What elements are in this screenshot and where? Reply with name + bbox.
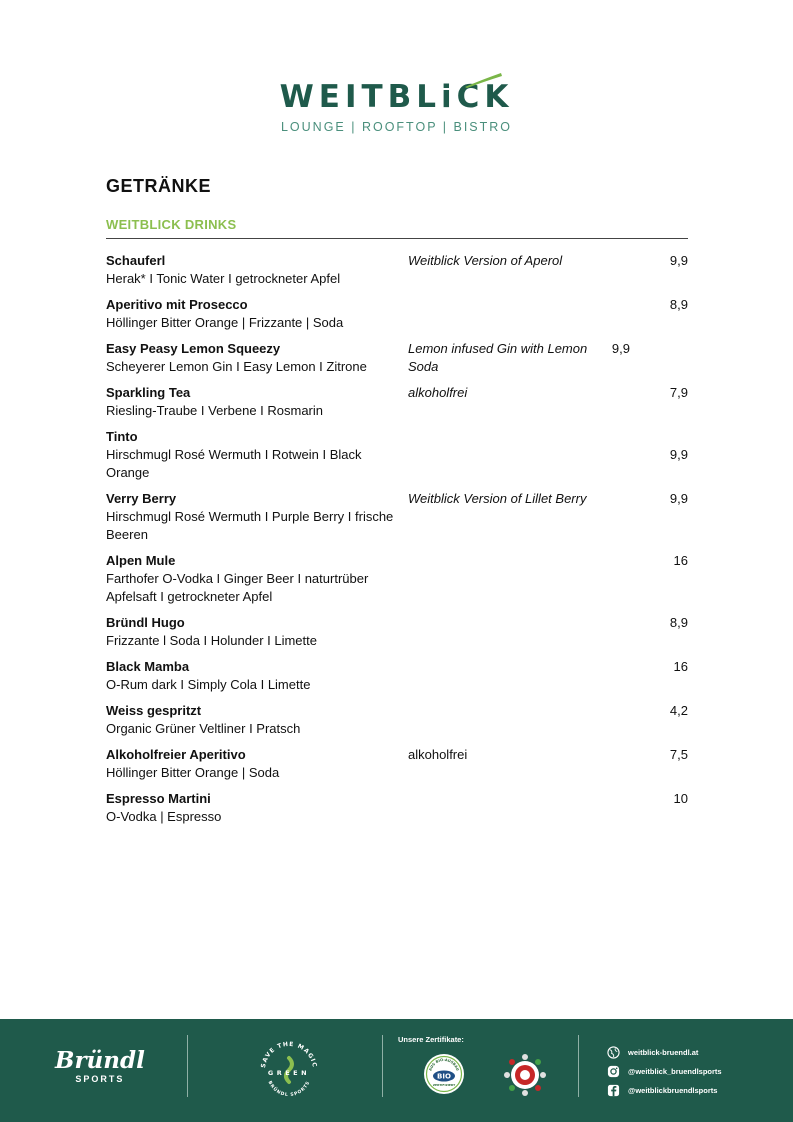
bio-badge-sub: ZERTIFIZIERT [432,1083,456,1087]
facebook-icon [607,1084,620,1097]
drink-note: alkoholfrei [408,385,468,400]
drink-name: Sparkling Tea [106,385,191,400]
drink-name: Espresso Martini [106,791,211,806]
drink-price: 4,2 [669,703,688,718]
footer-divider [382,1035,383,1097]
footer [0,1019,793,1122]
drink-price: 7,5 [669,747,688,762]
contact-text: weitblick-bruendl.at [628,1048,699,1057]
drink-ingredients: Riesling-Traube I Verbene I Rosmarin [106,403,324,418]
drink-ingredients: O-Vodka | Espresso [106,809,222,824]
weitblick-logo [0,72,793,134]
drink-item [106,614,688,650]
svg-text:SAVE THE MAGIC [260,1041,318,1069]
footer-divider [578,1035,579,1097]
drink-price: 9,9 [669,447,688,462]
drink-item [106,702,688,738]
drink-item [106,384,688,420]
contact-facebook[interactable] [607,1081,722,1100]
contact-website[interactable] [607,1043,722,1062]
contact-text: @weitblick_bruendlsports [628,1067,722,1076]
drink-name: Aperitivo mit Prosecco [106,297,248,312]
globe-icon [607,1046,620,1059]
drink-name: Black Mamba [106,659,190,674]
drink-price: 16 [673,553,688,568]
bruendl-sports-logo [55,1049,145,1084]
drink-item [106,490,688,544]
drink-ingredients: Hirschmugl Rosé Wermuth I Rotwein I Black Orange [106,447,362,480]
drink-item [106,790,688,826]
drink-name: Alkoholfreier Aperitivo [106,747,246,762]
drink-name: Alpen Mule [106,553,176,568]
certificates-label: Unsere Zertifikate: [398,1035,464,1044]
drink-ingredients: Frizzante l Soda I Holunder I Limette [106,633,317,648]
drink-note: alkoholfrei [408,747,468,762]
contact-instagram[interactable] [607,1062,722,1081]
section-title: GETRÄNKE [106,176,212,196]
brand-name: Bründl [55,1047,145,1074]
drink-item [106,296,688,332]
footer-divider [187,1035,188,1097]
drink-ingredients: Scheyerer Lemon Gin I Easy Lemon I Zitrone [106,359,367,374]
drink-price: 16 [673,659,688,674]
drink-item [106,746,688,782]
drink-name: Easy Peasy Lemon Squeezy [106,341,281,356]
drink-ingredients: Höllinger Bitter Orange | Frizzante | Soda [106,315,344,330]
section-divider [106,238,688,239]
contact-list [607,1043,722,1100]
drink-name: Schauferl [106,253,166,268]
drink-name: Bründl Hugo [106,615,185,630]
drink-item [106,428,688,482]
instagram-icon [607,1065,620,1078]
green-badge-arc-top: SAVE THE MAGIC [260,1040,318,1069]
bio-badge-arc: AUS BIO-AUSBAU [428,1057,460,1072]
drink-item [106,658,688,694]
green-key-certificate-badge [501,1051,549,1099]
drinks-list [106,252,688,834]
drink-ingredients: Herak* I Tonic Water I getrockneter Apfel [106,271,341,286]
logo-wordmark-text: WEITBLiCK [279,79,514,115]
drink-name: Weiss gespritzt [106,703,202,718]
brand-sub: SPORTS [75,1074,125,1084]
green-badge-arc-bottom: BRÜNDL SPORTS [266,1080,312,1099]
drink-ingredients: Hirschmugl Rosé Wermuth I Purple Berry I frische Beeren [106,509,394,542]
drink-note: Lemon infused Gin with Lemon Soda [408,341,588,374]
drink-price: 9,9 [669,491,688,506]
drink-price: 8,9 [669,297,688,312]
subsection-title: WEITBLICK DRINKS [106,217,237,232]
drink-name: Verry Berry [106,491,177,506]
drink-price: 10 [673,791,688,806]
green-badge-letters: GREEN [267,1069,311,1077]
logo-swoosh-icon [463,72,503,88]
drink-note: Weitblick Version of Lillet Berry [408,491,587,506]
drink-ingredients: O-Rum dark I Simply Cola I Limette [106,677,311,692]
drink-ingredients: Höllinger Bitter Orange | Soda [106,765,280,780]
drink-name: Tinto [106,429,138,444]
drink-price: 9,9 [669,253,688,268]
bio-certificate-badge [423,1053,465,1095]
drink-item [106,340,688,376]
contact-text: @weitblickbruendlsports [628,1086,718,1095]
drink-ingredients: Organic Grüner Veltliner I Pratsch [106,721,301,736]
go-green-badge [255,1036,323,1104]
drink-ingredients: Farthofer O-Vodka I Ginger Beer I naturtrüber Apfelsaft I getrockneter Apfel [106,571,369,604]
drink-item [106,552,688,606]
logo-tagline: LOUNGE | ROOFTOP | BISTRO [280,120,513,134]
drink-note: Weitblick Version of Aperol [408,253,563,268]
bio-badge-label: BIO [437,1072,451,1081]
drink-price: 9,9 [611,341,630,356]
drink-price: 7,9 [669,385,688,400]
drink-price: 8,9 [669,615,688,630]
logo-wordmark [280,72,514,113]
drink-item [106,252,688,288]
